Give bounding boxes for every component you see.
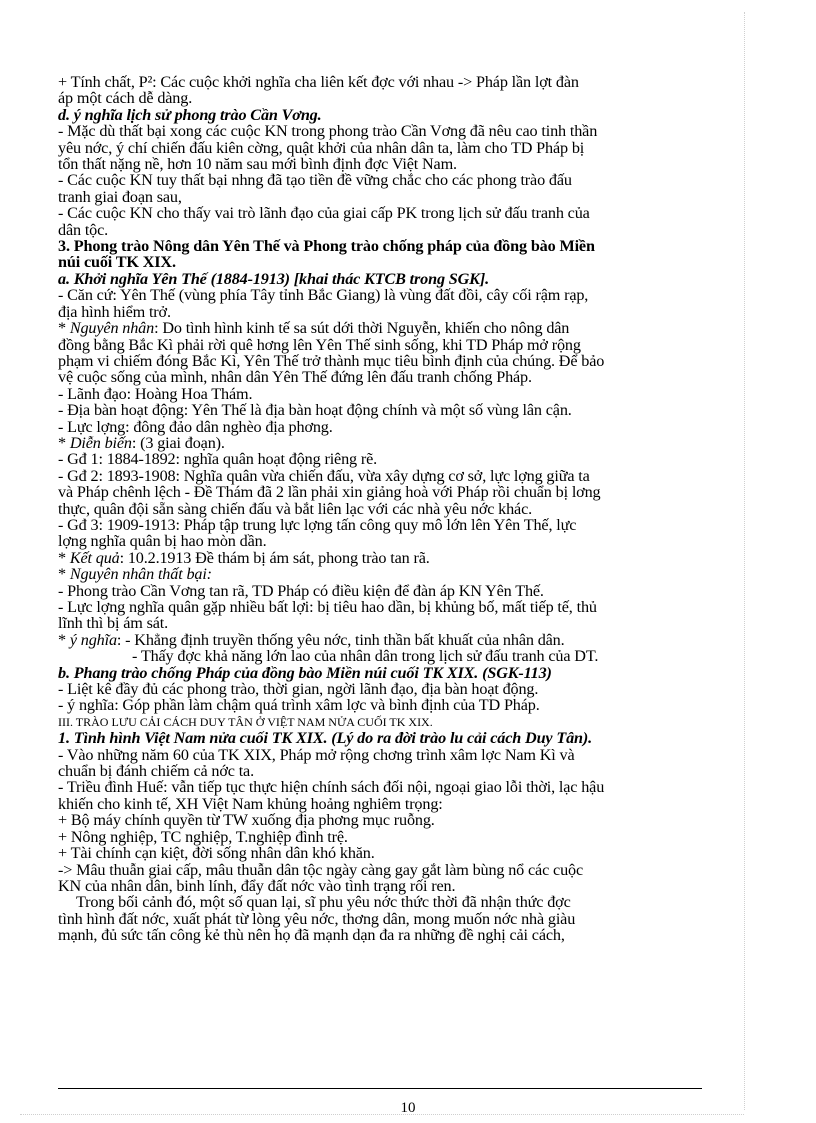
section-heading: 3. Phong trào Nông dân Yên Thế và Phong trào chống pháp của đồng bào Miền xyxy=(58,237,595,256)
section-heading: d. ý nghĩa lịch sử phong trào Cần Vơng. xyxy=(58,105,322,124)
text-line: * Nguyên nhân thất bại: xyxy=(58,565,212,584)
text-line: yêu nớc, ý chí chiến đấu kiên cờng, quật khởi của nhân dân ta, làm cho TD Pháp bị xyxy=(58,138,585,157)
text-line: dân tộc. xyxy=(58,220,109,239)
italic-label: Kết quả xyxy=(69,548,120,567)
text-line: thực, quân đội sẵn sàng chiến đấu và bắt liên lạc với các nhà yêu nớc khác. xyxy=(58,499,533,518)
italic-label: Nguyên nhân thất bại: xyxy=(69,565,212,584)
text-line: - Các cuộc KN tuy thất bại nhng đã tạo tiền đề vững chắc cho các phong trào đấu xyxy=(58,171,572,190)
text-line: - Triều đình Huế: vẫn tiếp tục thực hiện chính sách đối nội, ngoại giao lỗi thời, lạc hậu xyxy=(58,778,605,797)
text-line: - Căn cứ: Yên Thế (vùng phía Tây tỉnh Bắc Giang) là vùng đất đồi, cây cối rậm rạp, xyxy=(58,286,589,305)
text-line: - Lực lợng nghĩa quân gặp nhiều bất lợi: bị tiêu hao dần, bị khủng bố, mất tiếp tế, thủ xyxy=(58,598,597,616)
text-line: Trong bối cảnh đó, một số quan lại, sĩ phu yêu nớc thức thời đã nhận thức đợc xyxy=(76,893,571,912)
text-line: và Pháp chênh lệch - Đề Thám đã 2 lần phải xin giảng hoà với Pháp rồi chuẩn bị lơng xyxy=(58,483,601,502)
text-line: - Gđ 1: 1884-1892: nghĩa quân hoạt động riêng rẽ. xyxy=(58,450,378,469)
italic-label: Nguyên nhân xyxy=(69,319,155,338)
text-segment: : (3 giai đoạn). xyxy=(131,433,225,452)
section-heading: III. TRÀO LƯU CẢI CÁCH DUY TÂN Ở VIỆT NAM NỬA CUỐI TK XIX. xyxy=(58,714,433,729)
text-line: - ý nghĩa: Góp phần làm chậm quá trình xâm lợc và bình định của TD Pháp. xyxy=(58,696,540,715)
text-line: lợng nghĩa quân bị hao mòn dần. xyxy=(58,532,267,551)
text-line: + Tính chất, P²: Các cuộc khởi nghĩa cha liên kết đợc với nhau -> Pháp lần lợt đàn xyxy=(58,73,579,91)
text-line: * Diễn biến: (3 giai đoạn). xyxy=(58,433,225,452)
text-line: tình hình đất nớc, xuất phát từ lòng yêu nớc, thơng dân, mong muốn nớc nhà giàu xyxy=(58,909,576,928)
text-line: - Gđ 2: 1893-1908: Nghĩa quân vừa chiến đấu, vừa xây dựng cơ sở, lực lợng giữa ta xyxy=(58,466,590,485)
italic-label: Diễn biến xyxy=(69,433,132,452)
text-line: mạnh, đủ sức tấn công kẻ thù nên họ đã mạnh dạn đa ra những đề nghị cải cách, xyxy=(58,926,565,945)
text-line: vệ cuộc sống của mình, nhân dân Yên Thế đứng lên đấu tranh chống Pháp. xyxy=(58,368,532,387)
text-line: đồng bằng Bắc Kì phải rời quê hơng lên Yên Thế sinh sống, khi TD Pháp mở rộng xyxy=(58,335,581,354)
italic-label: ý nghĩa xyxy=(69,630,117,649)
text-line: áp một cách dễ dàng. xyxy=(58,89,193,108)
text-line: - Vào những năm 60 của TK XIX, Pháp mở rộng chơng trình xâm lợc Nam Kì và xyxy=(58,745,575,764)
text-line: chuẩn bị đánh chiếm cả nớc ta. xyxy=(58,762,254,781)
document-body xyxy=(58,74,704,944)
text-line: - Phong trào Cần Vơng tan rã, TD Pháp có điều kiện để đàn áp KN Yên Thế. xyxy=(58,581,544,600)
text-line: tranh giai đoạn sau, xyxy=(58,187,182,206)
right-margin-rule xyxy=(744,12,745,1110)
footer-rule xyxy=(58,1088,702,1089)
text-line: + Bộ máy chính quyền từ TW xuống địa phơng mục ruỗng. xyxy=(58,811,435,830)
text-line: - Các cuộc KN cho thấy vai trò lãnh đạo của giai cấp PK trong lịch sử đấu tranh của xyxy=(58,204,590,223)
text-line: - Địa bàn hoạt động: Yên Thế là địa bàn hoạt động chính và một số vùng lân cận. xyxy=(58,401,572,420)
text-line: - Lãnh đạo: Hoàng Hoa Thám. xyxy=(58,384,253,403)
text-line: tổn thất nặng nề, hơn 10 năm sau mới bình định đợc Việt Nam. xyxy=(58,155,457,174)
text-line: * Nguyên nhân: Do tình hình kinh tế sa sút dới thời Nguyễn, khiến cho nông dân xyxy=(58,319,570,338)
text-line: - Liệt kê đầy đủ các phong trào, thời gian, ngời lãnh đạo, địa bàn hoạt động. xyxy=(58,680,539,699)
text-line: + Nông nghiệp, TC nghiệp, T.nghiệp đình trệ. xyxy=(58,827,348,846)
subsection-heading: 1. Tình hình Việt Nam nửa cuối TK XIX. (Lý do ra đời trào lu cải cách Duy Tân). xyxy=(58,729,593,748)
text-line: KN của nhân dân, binh lính, đẩy đất nớc vào tình trạng rối ren. xyxy=(58,876,456,895)
subsection-heading: b. Phang trào chống Pháp của đồng bào Miền núi cuối TK XIX. (SGK-113) xyxy=(58,663,552,682)
text-line: - Mặc dù thất bại xong các cuộc KN trong phong trào Cần Vơng đã nêu cao tinh thần xyxy=(58,122,598,141)
text-line: - Thấy đợc khả năng lớn lao của nhân dân trong lịch sử đấu tranh của DT. xyxy=(132,647,599,666)
text-line: khiến cho kinh tế, XH Việt Nam khủng hoảng nghiêm trọng: xyxy=(58,794,443,813)
text-segment: : 10.2.1913 Đề thám bị ám sát, phong trào tan rã. xyxy=(119,548,430,567)
text-line: lĩnh thì bị ám sát. xyxy=(58,614,169,633)
text-line: * ý nghĩa: - Khẳng định truyền thống yêu nớc, tinh thần bất khuất của nhân dân. xyxy=(58,630,565,649)
subsection-heading: a. Khởi nghĩa Yên Thế (1884-1913) [khai thác KTCB trong SGK]. xyxy=(58,269,489,288)
text-line: - Gđ 3: 1909-1913: Pháp tập trung lực lợng tấn công quy mô lớn lên Yên Thế, lực xyxy=(58,515,577,534)
page-number: 10 xyxy=(400,1100,416,1116)
section-heading: núi cuối TK XIX. xyxy=(58,253,176,272)
text-line: địa hình hiểm trở. xyxy=(58,302,171,321)
text-segment: : - Khẳng định truyền thống yêu nớc, tinh thần bất khuất của nhân dân. xyxy=(116,630,565,649)
text-line: - Lực lợng: đông đảo dân nghèo địa phơng. xyxy=(58,417,333,436)
text-line: -> Mâu thuẫn giai cấp, mâu thuẫn dân tộc ngày càng gay gắt làm bùng nổ các cuộc xyxy=(58,860,583,879)
text-line: * Kết quả: 10.2.1913 Đề thám bị ám sát, phong trào tan rã. xyxy=(58,548,430,567)
text-segment: : Do tình hình kinh tế sa sút dới thời Nguyễn, khiến cho nông dân xyxy=(154,319,570,338)
text-line: phạm vi chiếm đóng Bắc Kì, Yên Thế trở thành mục tiêu bình định của chúng. Để bảo xyxy=(58,351,605,370)
text-line: + Tài chính cạn kiệt, đời sống nhân dân khó khăn. xyxy=(58,844,375,863)
